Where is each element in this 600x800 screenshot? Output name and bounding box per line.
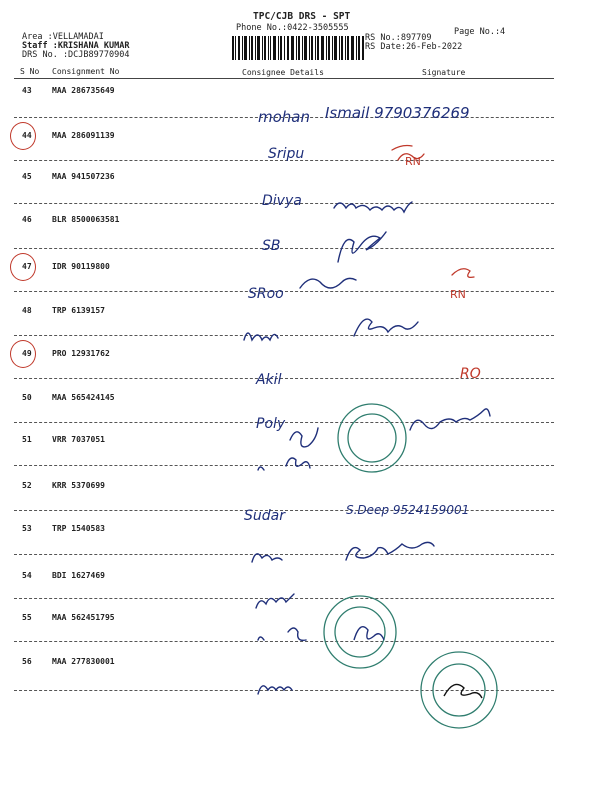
row-consignment: MAA 286091139 bbox=[52, 131, 115, 140]
signature-47 bbox=[300, 278, 356, 288]
page-number: Page No.:4 bbox=[454, 27, 506, 37]
row-consignment: MAA 277830001 bbox=[52, 657, 115, 666]
drs-number: DRS No. :DCJB89770904 bbox=[22, 50, 130, 60]
row-sno: 46 bbox=[22, 215, 32, 224]
row-sno: 43 bbox=[22, 86, 32, 95]
rs-number: RS No.:897709 bbox=[365, 33, 432, 43]
consignee-mark-50 bbox=[290, 428, 318, 447]
consignee-53 bbox=[252, 554, 282, 562]
signature-48 bbox=[354, 319, 418, 336]
row-sno: 45 bbox=[22, 172, 32, 181]
row-sno: 54 bbox=[22, 571, 32, 580]
sheet-title: TPC/CJB DRS - SPT bbox=[253, 11, 351, 22]
consignee-mark-51 bbox=[258, 467, 264, 470]
row-consignment: MAA 565424145 bbox=[52, 393, 115, 402]
row-sno: 55 bbox=[22, 613, 32, 622]
red-initials-49: RO bbox=[460, 366, 481, 382]
consignee-48 bbox=[244, 333, 278, 340]
col-header-sno: S No bbox=[20, 67, 40, 76]
row-sno: 56 bbox=[22, 657, 32, 666]
row-sno: 47 bbox=[22, 262, 32, 271]
row-sno: 44 bbox=[22, 131, 32, 140]
area-label: Area :VELLAMADAI bbox=[22, 32, 104, 42]
round-office-seal bbox=[421, 652, 497, 728]
row-consignment: TRP 1540583 bbox=[52, 524, 105, 533]
handwriting-consignee-45: Divya bbox=[262, 193, 302, 209]
consignee-56 bbox=[258, 686, 292, 694]
handwriting-consignee-52: Sudar bbox=[244, 508, 285, 524]
consignee-55 bbox=[256, 594, 294, 608]
row-consignment: KRR 5370699 bbox=[52, 481, 105, 490]
row-sno: 48 bbox=[22, 306, 32, 315]
handwriting-consignee-49: Akil bbox=[256, 372, 282, 388]
row-consignment: BLR 8500063581 bbox=[52, 215, 120, 224]
row-consignment: MAA 562451795 bbox=[52, 613, 115, 622]
row-consignment: MAA 941507236 bbox=[52, 172, 115, 181]
consignee-mark-51b bbox=[286, 458, 310, 468]
handwriting-consignee-43: mohan bbox=[258, 108, 310, 126]
red-initials-47: RN bbox=[450, 288, 466, 301]
consignee-mark-55 bbox=[258, 628, 306, 640]
signature-56 bbox=[444, 684, 482, 698]
row-consignment: TRP 6139157 bbox=[52, 306, 105, 315]
institution-seal bbox=[324, 596, 396, 668]
row-sno: 50 bbox=[22, 393, 32, 402]
row-sno: 49 bbox=[22, 349, 32, 358]
handwriting-signature-52: S.Deep 9524159001 bbox=[346, 503, 470, 517]
signature-50 bbox=[410, 409, 490, 430]
signature-55 bbox=[354, 627, 384, 640]
red-initials-44: RN bbox=[405, 155, 421, 168]
col-header-consignment: Consignment No bbox=[52, 67, 120, 76]
signature-46 bbox=[338, 232, 386, 262]
col-header-signature: Signature bbox=[422, 68, 466, 77]
signature-53 bbox=[346, 542, 434, 560]
handwriting-signature-43: Ismail 9790376269 bbox=[325, 104, 470, 122]
row-consignment: VRR 7037051 bbox=[52, 435, 105, 444]
row-sno: 51 bbox=[22, 435, 32, 444]
row-consignment: MAA 286735649 bbox=[52, 86, 115, 95]
handwriting-consignee-50: Poly bbox=[256, 416, 286, 432]
college-stamp bbox=[338, 404, 406, 472]
row-sno: 52 bbox=[22, 481, 32, 490]
handwriting-consignee-44: Sripu bbox=[268, 146, 305, 162]
handwriting-consignee-46: SB bbox=[262, 238, 281, 254]
col-header-consignee: Consignee Details bbox=[242, 68, 324, 77]
rs-date: RS Date:26-Feb-2022 bbox=[365, 42, 463, 52]
handwriting-consignee-47: SRoo bbox=[248, 286, 284, 302]
row-sno: 53 bbox=[22, 524, 32, 533]
phone-number: Phone No.:0422-3505555 bbox=[236, 23, 349, 33]
red-mark-47 bbox=[452, 269, 474, 278]
row-consignment: IDR 90119800 bbox=[52, 262, 110, 271]
row-consignment: BDI 1627469 bbox=[52, 571, 105, 580]
signature-45 bbox=[334, 202, 412, 212]
row-consignment: PRO 12931762 bbox=[52, 349, 110, 358]
staff-label: Staff :KRISHANA KUMAR bbox=[22, 41, 130, 51]
